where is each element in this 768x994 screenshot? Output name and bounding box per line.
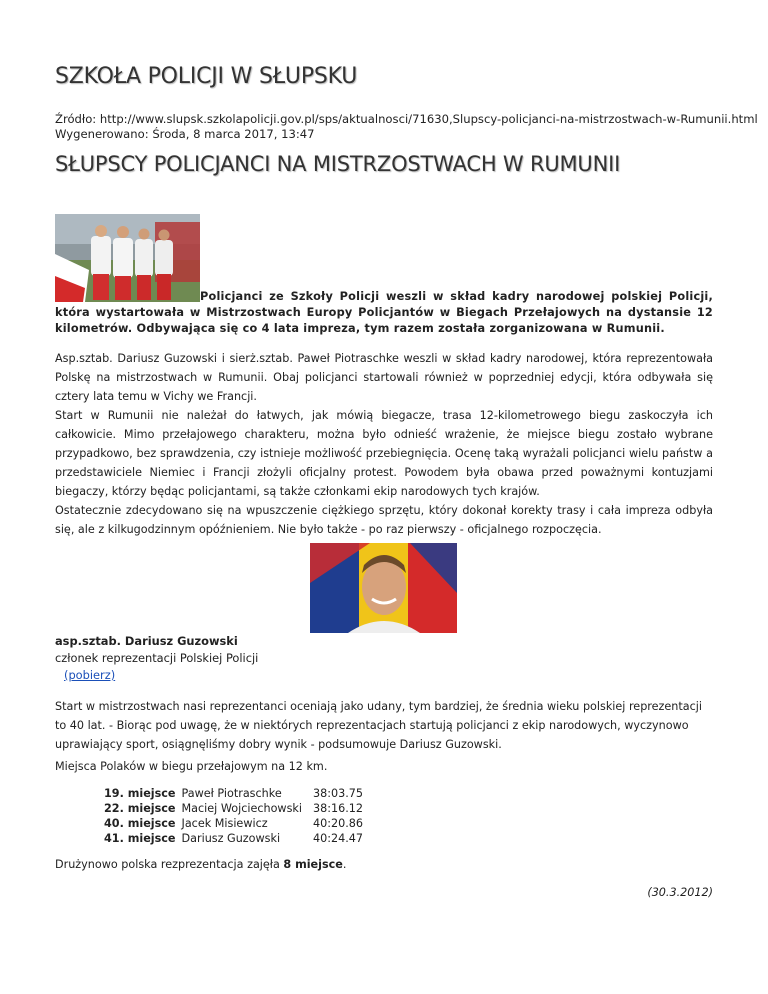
source-url-line: Źródło: http://www.slupsk.szkolapolicji.gov.pl/sps/aktualnosci/71630,Slupscy-policjanci-na-mistrzostwach-w-Rumunii.html bbox=[55, 112, 758, 126]
team-result-suffix: . bbox=[342, 858, 347, 871]
table-row bbox=[104, 786, 366, 801]
generated-date-line: Wygenerowano: Środa, 8 marca 2017, 13:47 bbox=[55, 127, 315, 141]
result-name: Jacek Misiewicz bbox=[181, 817, 268, 830]
article-lead bbox=[55, 289, 713, 337]
article-body bbox=[55, 349, 713, 539]
photo-caption bbox=[55, 633, 258, 684]
result-name: Paweł Piotraschke bbox=[181, 787, 282, 800]
result-time: 40:24.47 bbox=[312, 832, 364, 845]
table-row bbox=[104, 816, 366, 831]
table-row bbox=[104, 801, 366, 816]
site-title: SZKOŁA POLICJI W SŁUPSKU bbox=[55, 64, 358, 89]
portrait-photo[interactable] bbox=[310, 543, 457, 633]
results-table bbox=[104, 786, 366, 846]
download-link[interactable]: (pobierz) bbox=[64, 668, 116, 682]
caption-name: asp.sztab. Dariusz Guzowski bbox=[55, 634, 238, 648]
team-result-value: 8 miejsce bbox=[283, 858, 343, 871]
result-time: 40:20.86 bbox=[312, 817, 364, 830]
lead-text: Policjanci ze Szkoły Policji weszli w skład kadry narodowej polskiej Policji, która wystartowała w Mistrzostwach Europy Policjantów w Biegach Przełajowych na dystansie 12 kilometrów. Odbywająca się co 4 lata impreza, tym razem została zorganizowana w Rumunii. bbox=[55, 290, 713, 335]
table-row bbox=[104, 831, 366, 846]
result-place: 40. miejsce bbox=[104, 817, 176, 830]
source-meta bbox=[55, 112, 758, 142]
body-paragraph: Start w Rumunii nie należał do łatwych, jak mówią biegacze, trasa 12-kilometrowego biegu zaskoczyła ich całkowicie. Mimo przełajowego charakteru, można było odnieść wrażenie, że miejsce biegu zostało wybrane przypadkowo, bez sprawdzenia, czy istnieje możliwość przebiegnięcia. Ocenę taką wyrażali policjanci wielu państw a przedstawiciele Niemiec i Francji złożyli oficjalny protest. Powodem była obawa przed poważnymi kontuzjami biegaczy, którzy będąc policjantami, są także członkami ekip narodowych tych krajów. bbox=[55, 409, 713, 498]
result-place: 41. miejsce bbox=[104, 832, 176, 845]
article-title: SŁUPSCY POLICJANCI NA MISTRZOSTWACH W RUMUNII bbox=[55, 152, 621, 176]
team-result-prefix: Drużynowo polska rezprezentacja zajęła bbox=[55, 858, 280, 871]
portrait-photo-image bbox=[310, 543, 457, 633]
team-result bbox=[55, 858, 346, 871]
body-paragraph: Ostatecznie zdecydowano się na wpuszczenie ciężkiego sprzętu, który dokonał korekty trasy i cała impreza odbyła się, ale z kilkugodzinnym opóźnieniem. Nie było także - po raz pierwszy - oficjalnego rozpoczęcia. bbox=[55, 504, 713, 536]
result-place: 22. miejsce bbox=[104, 802, 176, 815]
result-name: Maciej Wojciechowski bbox=[181, 802, 302, 815]
article-date: (30.3.2012) bbox=[647, 886, 713, 899]
summary-paragraph: Start w mistrzostwach nasi reprezentanci oceniają jako udany, tym bardziej, że średnia wieku polskiej reprezentacji to 40 lat. - Biorąc pod uwagę, że w niektórych reprezentacjach startują policjanci z ekip narodowych, wyczynowo uprawiający sport, osiągnęliśmy dobry wynik - podsumowuje Dariusz Guzowski. bbox=[55, 700, 702, 751]
result-name: Dariusz Guzowski bbox=[181, 832, 281, 845]
caption-role: członek reprezentacji Polskiej Policji bbox=[55, 651, 259, 665]
body-paragraph: Asp.sztab. Dariusz Guzowski i sierż.sztab. Paweł Piotraschke weszli w skład kadry narodowej, która reprezentowała Polskę na mistrzostwach w Rumunii. Obaj policjanci startowali również w poprzedniej edycji, która odbywała się cztery lata temu w Vichy we Francji. bbox=[55, 352, 713, 403]
result-place: 19. miejsce bbox=[104, 787, 176, 800]
results-intro: Miejsca Polaków w biegu przełajowym na 12 km. bbox=[55, 760, 328, 773]
result-time: 38:16.12 bbox=[312, 802, 364, 815]
result-time: 38:03.75 bbox=[312, 787, 364, 800]
